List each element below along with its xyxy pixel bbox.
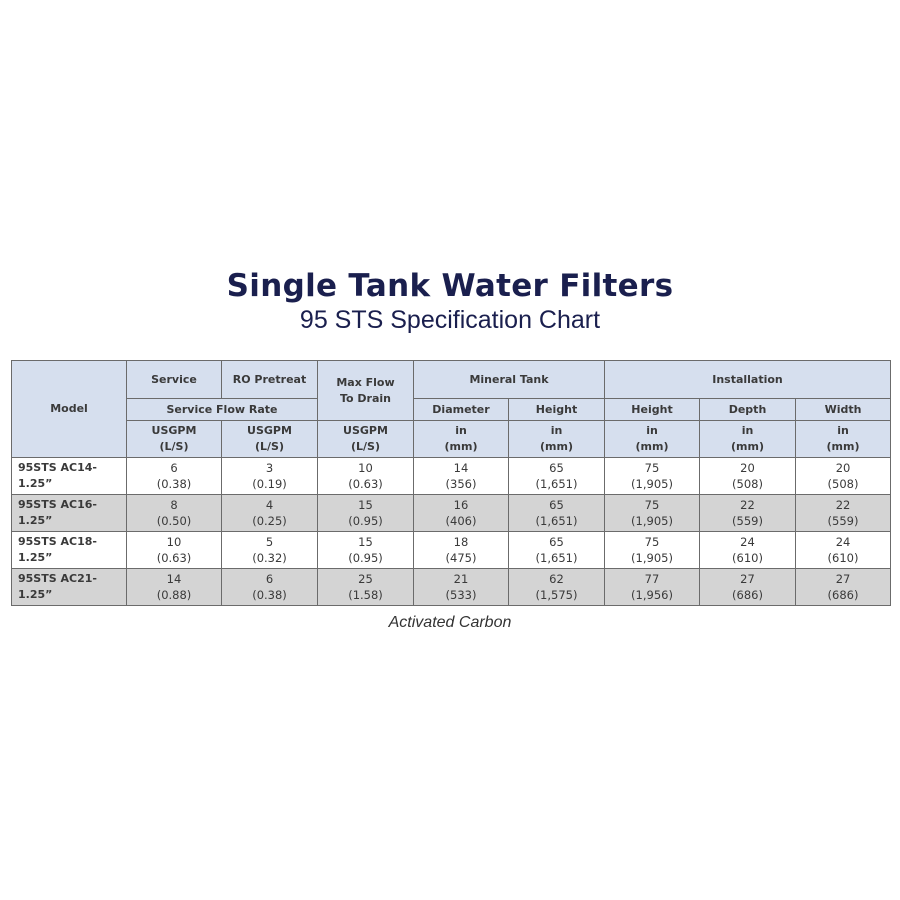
- header-width: Width: [796, 399, 891, 421]
- unit-depth: in (mm): [700, 421, 796, 458]
- mt-height-cell: 65 (1,651): [509, 458, 605, 495]
- width-cell: 20 (508): [796, 458, 891, 495]
- header-row-2: [12, 399, 891, 421]
- inst-height-cell: 77 (1,956): [605, 569, 700, 606]
- depth-cell: 20 (508): [700, 458, 796, 495]
- mt-height-cell: 62 (1,575): [509, 569, 605, 606]
- drain-cell: 10 (0.63): [318, 458, 414, 495]
- inst-height-cell: 75 (1,905): [605, 458, 700, 495]
- mt-height-cell: 65 (1,651): [509, 532, 605, 569]
- ro-cell: 4 (0.25): [222, 495, 318, 532]
- width-cell: 27 (686): [796, 569, 891, 606]
- header-diameter: Diameter: [414, 399, 509, 421]
- table-caption: Activated Carbon: [388, 614, 512, 631]
- header-installation-height: Height: [605, 399, 700, 421]
- table-row: [12, 495, 891, 532]
- service-cell: 14 (0.88): [127, 569, 222, 606]
- table-row: [12, 458, 891, 495]
- depth-cell: 22 (559): [700, 495, 796, 532]
- header-installation: Installation: [605, 361, 891, 399]
- width-cell: 24 (610): [796, 532, 891, 569]
- ro-cell: 3 (0.19): [222, 458, 318, 495]
- unit-width: in (mm): [796, 421, 891, 458]
- ro-cell: 6 (0.38): [222, 569, 318, 606]
- width-cell: 22 (559): [796, 495, 891, 532]
- unit-inst-height: in (mm): [605, 421, 700, 458]
- model-cell: 95STS AC16-1.25”: [12, 495, 127, 532]
- ro-cell: 5 (0.32): [222, 532, 318, 569]
- drain-cell: 25 (1.58): [318, 569, 414, 606]
- diameter-cell: 21 (533): [414, 569, 509, 606]
- unit-mt-height: in (mm): [509, 421, 605, 458]
- page-title: Single Tank Water Filters: [226, 268, 674, 304]
- table-row: [12, 569, 891, 606]
- page-subtitle: 95 STS Specification Chart: [299, 306, 601, 334]
- inst-height-cell: 75 (1,905): [605, 495, 700, 532]
- header-model: Model: [12, 361, 127, 458]
- unit-diameter: in (mm): [414, 421, 509, 458]
- service-cell: 10 (0.63): [127, 532, 222, 569]
- header-row-1: [12, 361, 891, 399]
- diameter-cell: 18 (475): [414, 532, 509, 569]
- depth-cell: 27 (686): [700, 569, 796, 606]
- diameter-cell: 14 (356): [414, 458, 509, 495]
- service-cell: 8 (0.50): [127, 495, 222, 532]
- header-units-row: [12, 421, 891, 458]
- model-cell: 95STS AC18-1.25”: [12, 532, 127, 569]
- header-max-flow-to-drain: Max Flow To Drain: [318, 361, 414, 421]
- unit-service: USGPM (L/S): [127, 421, 222, 458]
- drain-cell: 15 (0.95): [318, 495, 414, 532]
- depth-cell: 24 (610): [700, 532, 796, 569]
- inst-height-cell: 75 (1,905): [605, 532, 700, 569]
- diameter-cell: 16 (406): [414, 495, 509, 532]
- unit-ro: USGPM (L/S): [222, 421, 318, 458]
- drain-cell: 15 (0.95): [318, 532, 414, 569]
- header-service: Service: [127, 361, 222, 399]
- specification-table: [11, 360, 891, 606]
- header-mineral-tank-height: Height: [509, 399, 605, 421]
- model-cell: 95STS AC21-1.25”: [12, 569, 127, 606]
- table-row: [12, 532, 891, 569]
- model-cell: 95STS AC14-1.25”: [12, 458, 127, 495]
- service-cell: 6 (0.38): [127, 458, 222, 495]
- mt-height-cell: 65 (1,651): [509, 495, 605, 532]
- header-ro-pretreat: RO Pretreat: [222, 361, 318, 399]
- unit-drain: USGPM (L/S): [318, 421, 414, 458]
- header-depth: Depth: [700, 399, 796, 421]
- header-service-flow-rate: Service Flow Rate: [127, 399, 318, 421]
- header-mineral-tank: Mineral Tank: [414, 361, 605, 399]
